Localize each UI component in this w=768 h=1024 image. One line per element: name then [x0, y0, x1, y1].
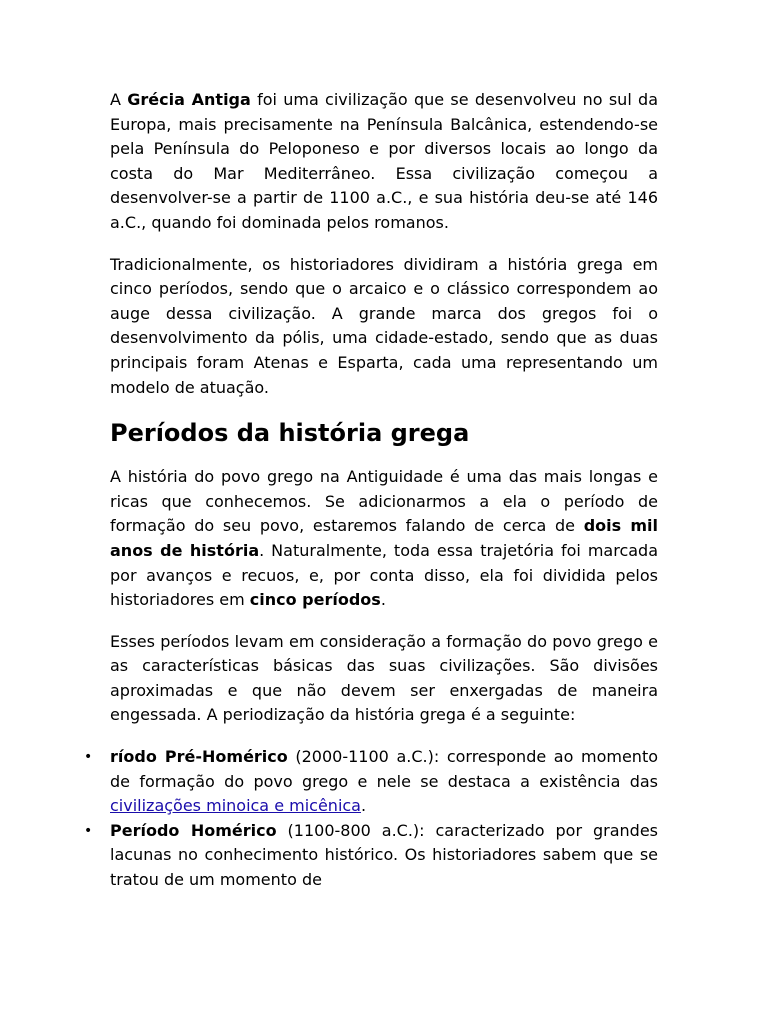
paragraph-traditional-division: Tradicionalmente, os historiadores dividiram a história grega em cinco períodos, sendo que o arcaico e o clássico correspondem ao auge dessa civilização. A grande marca dos gregos foi o desenvolvimento da pólis, uma cidade-estado, sendo que as duas principais foram Atenas e Esparta, cada uma representando um modelo de atuação.: [110, 254, 658, 397]
text-segment: A: [110, 90, 128, 109]
bullet-icon: •: [84, 749, 93, 766]
paragraph-intro: [110, 88, 658, 236]
periods-list: [84, 745, 659, 893]
text-segment: A história do povo grego na Antiguidade é uma das mais longas e ricas que conhecemos. Se adicionarmos a ela o período de formação do seu povo, estaremos falando de cerca de: [110, 467, 658, 536]
bold-term-cinco-periodos: cinco períodos: [249, 590, 381, 610]
list-item: [64, 745, 658, 819]
list-item-end: .: [360, 796, 367, 816]
list-item-text: (2000-1100 a.C.): corresponde ao momento de formação do povo grego e nele se destaca a existência das: [110, 747, 659, 791]
text-segment: .: [380, 590, 386, 610]
article-body: [84, 88, 659, 893]
bold-term-dois-mil-anos: dois mil anos de história: [110, 516, 659, 560]
section-heading: Períodos da história grega: [110, 419, 470, 448]
text-segment: foi uma civilização que se desenvolveu no sul da Europa, mais precisamente na Península Balcânica, estendendo-se pela Península do Peloponeso e por diversos locais ao longo da costa do Mar Mediterrâneo. Essa civilização começou a desenvolver-se a partir de 1100 a.C., e sua história deu-se até 146 a.C., quando foi dominada pelos romanos.: [110, 90, 659, 232]
list-item-title: Período Homérico: [110, 820, 277, 840]
list-item-text: (1100-800 a.C.): caracterizado por grandes lacunas no conhecimento histórico. Os historiadores sabem que se tratou de um momento de: [110, 820, 659, 890]
bold-term-grecia-antiga: Grécia Antiga: [127, 90, 251, 109]
list-item-title: ríodo Pré-Homérico: [110, 747, 288, 767]
text-segment: . Naturalmente, toda essa trajetória foi marcada por avanços e recuos, e, por conta disso, ela foi dividida pelos historiadores em: [110, 540, 659, 610]
link-civilizacoes-minoica-micenica[interactable]: civilizações minoica e micênica: [110, 796, 361, 816]
paragraph-periodization: Esses períodos levam em consideração a formação do povo grego e as características básicas das suas civilizações. São divisões aproximadas e que não devem ser enxergadas de maneira engessada. A periodização da história grega é a seguinte:: [110, 631, 658, 725]
list-item: [64, 819, 658, 893]
bullet-icon: •: [84, 822, 93, 839]
paragraph-history-length: [110, 465, 658, 613]
